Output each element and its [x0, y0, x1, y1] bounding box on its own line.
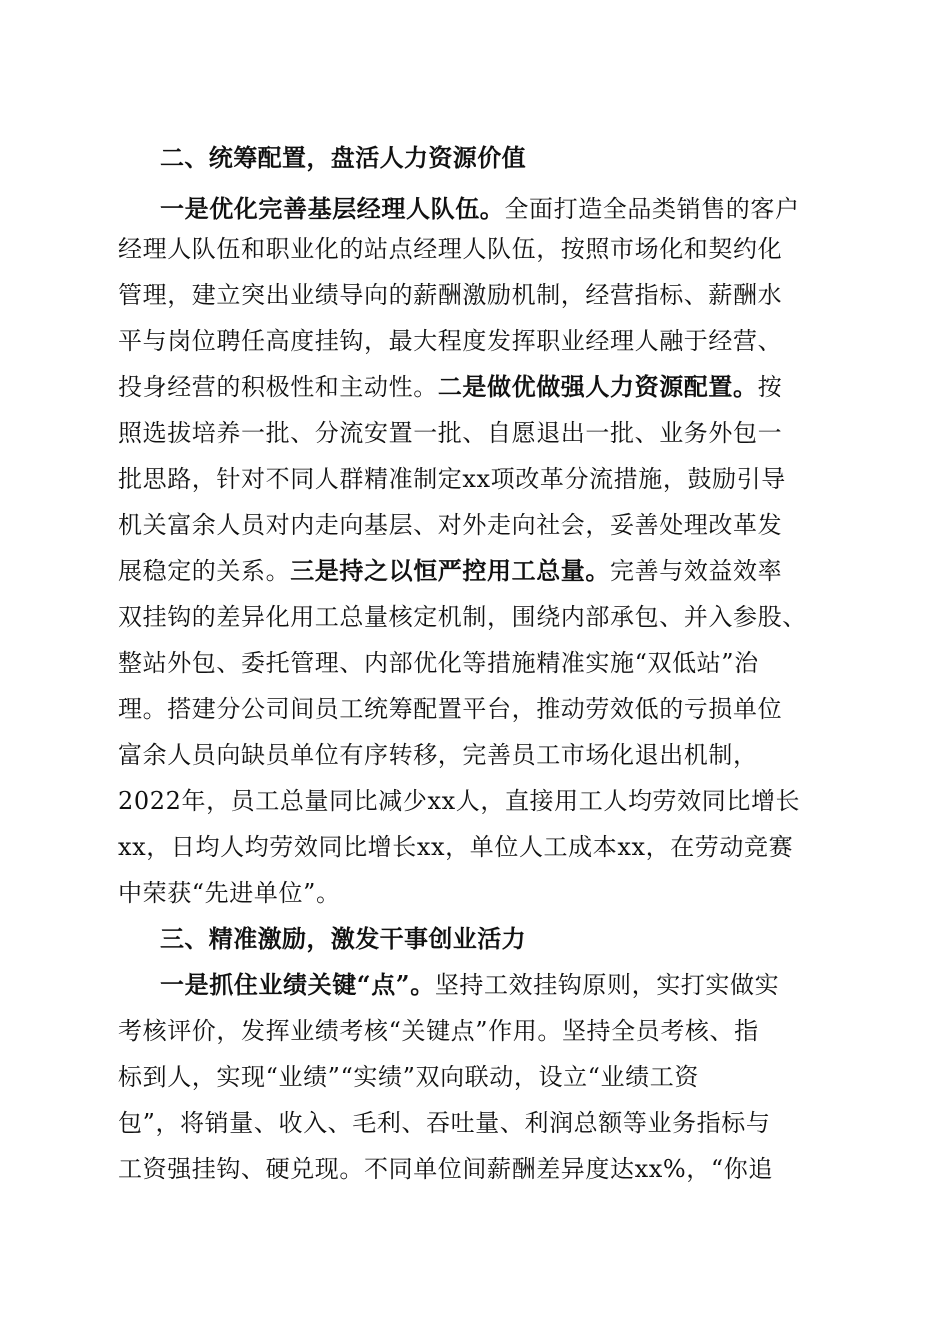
paragraph-line: 经理人队伍和职业化的站点经理人队伍，按照市场化和契约化 — [118, 235, 783, 263]
paragraph-line: 2022年，员工总量同比减少xx人，直接用工人均劳效同比增长 — [118, 787, 801, 815]
line-text: 展稳定的关系。 — [118, 557, 291, 585]
paragraph-line: 双挂钩的差异化用工总量核定机制，围绕内部承包、并入参股、 — [118, 603, 807, 631]
line-text: 投身经营的积极性和主动性。 — [118, 373, 438, 401]
paragraph-line: 包”，将销量、收入、毛利、吞吐量、利润总额等业务指标与 — [118, 1109, 771, 1137]
line-text: 按 — [757, 373, 783, 401]
paragraph-line: 工资强挂钩、硬兑现。不同单位间薪酬差异度达xx%，“你追 — [118, 1155, 773, 1183]
paragraph-line: 富余人员向缺员单位有序转移，完善员工市场化退出机制， — [118, 741, 758, 769]
paragraph-line: 理。搭建分公司间员工统筹配置平台，推动劳效低的亏损单位 — [118, 695, 783, 723]
section-heading: 二、统筹配置，盘活人力资源价值 — [160, 144, 526, 172]
lead-phrase: 二是做优做强人力资源配置。 — [437, 372, 758, 401]
lead-phrase: 一是抓住业绩关键“点”。 — [160, 970, 435, 999]
paragraph-line: 中荣获“先进单位”。 — [118, 879, 341, 907]
line-text: 完善与效益效率 — [610, 557, 783, 585]
line-text: 全面打造全品类销售的客户 — [504, 195, 800, 223]
paragraph-line: 平与岗位聘任高度挂钩，最大程度发挥职业经理人融于经营、 — [118, 327, 783, 355]
paragraph-line — [118, 372, 782, 402]
paragraph-line: xx，日均人均劳效同比增长xx，单位人工成本xx，在劳动竞赛 — [118, 833, 794, 861]
line-text: 坚持工效挂钩原则，实打实做实 — [434, 971, 780, 999]
paragraph-line: 管理，建立突出业绩导向的薪酬激励机制，经营指标、薪酬水 — [118, 281, 783, 309]
paragraph-line — [160, 194, 800, 224]
paragraph-line — [118, 556, 782, 586]
paragraph-line — [160, 970, 779, 1000]
lead-phrase: 三是持之以恒严控用工总量。 — [290, 556, 611, 585]
paragraph-line: 机关富余人员对内走向基层、对外走向社会，妥善处理改革发 — [118, 511, 783, 539]
paragraph-line: 批思路，针对不同人群精准制定xx项改革分流措施，鼓励引导 — [118, 465, 786, 493]
section-heading: 三、精准激励，激发干事创业活力 — [160, 925, 526, 953]
paragraph-line: 标到人，实现“业绩”“实绩”双向联动，设立“业绩工资 — [118, 1063, 699, 1091]
paragraph-line: 照选拔培养一批、分流安置一批、自愿退出一批、业务外包一 — [118, 419, 783, 447]
paragraph-line: 整站外包、委托管理、内部优化等措施精准实施“双低站”治 — [118, 649, 759, 677]
lead-phrase: 一是优化完善基层经理人队伍。 — [160, 194, 505, 223]
paragraph-line: 考核评价，发挥业绩考核“关键点”作用。坚持全员考核、指 — [118, 1017, 759, 1045]
